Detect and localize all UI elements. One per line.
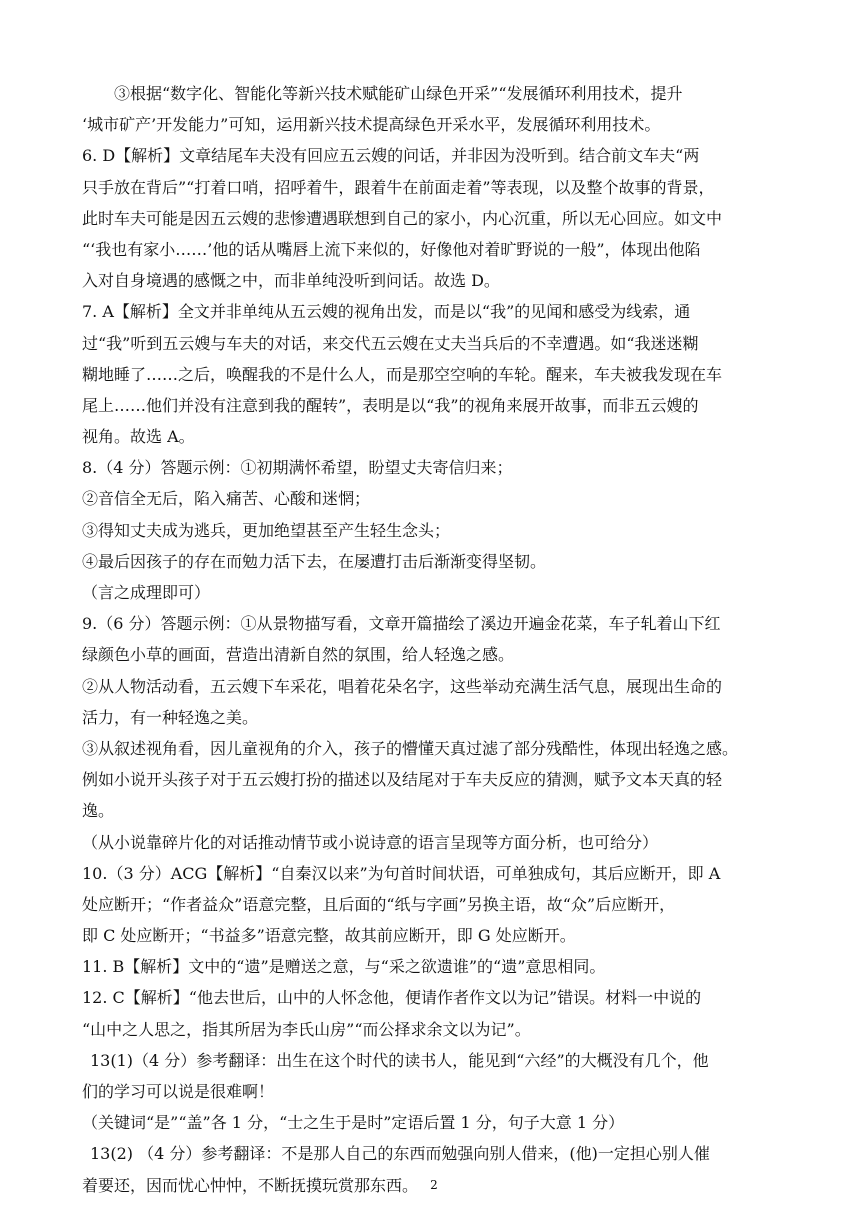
answer-line: 尾上……他们并没有注意到我的醒转”，表明是以“我”的视角来展开故事，而非五云嫂的: [82, 395, 699, 415]
answer-line: 们的学习可以说是很难啊！: [82, 1082, 275, 1101]
answer-line: “‘我也有家小……’他的话从嘴唇上流下来似的，好像他对着旷野说的一般”，体现出他陷: [82, 239, 701, 259]
answer-line: 绿颜色小草的画面，营造出清新自然的氛围，给人轻逸之感。: [82, 645, 515, 665]
answer-line: ②从人物活动看，五云嫂下车采花，唱着花朵名字，这些举动充满生活气息，展现出生命的: [82, 676, 723, 696]
answer-line: ②音信全无后，陷入痛苦、心酸和迷惘；: [82, 489, 371, 509]
answer-line: （从小说靠碎片化的对话推动情节或小说诗意的语言呈现等方面分析，也可给分）: [82, 832, 659, 852]
answer-line: ③得知丈夫成为逃兵，更加绝望甚至产生轻生念头；: [82, 520, 451, 540]
answer-line: 糊地睡了……之后，唤醒我的不是什么人，而是那空空响的车轮。醒来，车夫被我发现在车: [82, 364, 723, 384]
answer-line: （关键词“是”“盖”各 1 分，“士之生于是时”定语后置 1 分，句子大意 1 分）: [82, 1113, 625, 1133]
answer-line: 处应断开；“作者益众”语意完整，且后面的“纸与字画”另换主语，故“众”后应断开，: [82, 894, 676, 914]
answer-line: 即 C 处应断开；“书益多”语意完整，故其前应断开，即 G 处应断开。: [82, 926, 576, 946]
answer-line: 着要还，因而忧心忡忡，不断抚摸玩赏那东西。: [82, 1175, 419, 1195]
answer-line: 逸。: [82, 801, 115, 821]
answer-line: ④最后因孩子的存在而勉力活下去，在屡遭打击后渐渐变得坚韧。: [82, 551, 547, 571]
answer-line: 入对自身境遇的感慨之中，而非单纯没听到问话。故选 D。: [82, 271, 500, 291]
answer-line: ‘城市矿产’开发能力”可知，运用新兴技术提高绿色开采水平，发展循环利用技术。: [82, 115, 661, 135]
answer-key-page: [82, 78, 802, 1201]
answer-line: 11. B【解析】文中的“遗”是赠送之意，与“采之欲遗谁”的“遗”意思相同。: [82, 957, 606, 977]
answer-line: 7. A【解析】全文并非单纯从五云嫂的视角出发，而是以“我”的见闻和感受为线索，通: [82, 302, 691, 322]
answer-line: 活力，有一种轻逸之美。: [82, 707, 259, 727]
answer-line: 10.（3 分）ACG【解析】“自秦汉以来”为句首时间状语，可单独成句，其后应断开，即 A: [82, 863, 721, 883]
answer-line: 此时车夫可能是因五云嫂的悲惨遭遇联想到自己的家小，内心沉重，所以无心回应。如文中: [82, 208, 723, 228]
answer-line: 12. C【解析】“他去世后，山中的人怀念他，便请作者作文以为记”错误。材料一中说的: [82, 988, 702, 1008]
answer-line: 6. D【解析】文章结尾车夫没有回应五云嫂的问话，并非因为没听到。结合前文车夫“两: [82, 146, 700, 166]
answer-line: 例如小说开头孩子对于五云嫂打扮的描述以及结尾对于车夫反应的猜测，赋予文本天真的轻: [82, 770, 723, 790]
answer-line: 只手放在背后”“打着口哨，招呼着牛，跟着牛在前面走着”等表现，以及整个故事的背景，: [82, 177, 715, 197]
answer-line: 9.（6 分）答题示例：①从景物描写看，文章开篇描绘了溪边开遍金花菜，车子轧着山下红: [82, 614, 721, 634]
answer-line: 13(1)（4 分）参考翻译：出生在这个时代的读书人，能见到“六经”的大概没有几个，他: [90, 1050, 709, 1070]
answer-line: ③从叙述视角看，因儿童视角的介入，孩子的懵懂天真过滤了部分残酷性，体现出轻逸之感。: [82, 738, 739, 758]
answer-line: “山中之人思之，指其所居为李氏山房”“而公择求余文以为记”。: [82, 1019, 531, 1039]
answer-line: 13(2) （4 分）参考翻译：不是那人自己的东西而勉强向别人借来，(他)一定担心别人催: [90, 1144, 710, 1164]
answer-line: 视角。故选 A。: [82, 427, 195, 447]
answer-line: 过“我”听到五云嫂与车夫的对话，来交代五云嫂在丈夫当兵后的不幸遭遇。如“我迷迷糊: [82, 333, 699, 353]
answer-line: ③根据“数字化、智能化等新兴技术赋能矿山绿色开采”“发展循环利用技术，提升: [114, 84, 683, 103]
page-number: 2: [430, 1178, 438, 1192]
answer-line: （言之成理即可）: [82, 583, 211, 602]
answer-line: 8.（4 分）答题示例：①初期满怀希望，盼望丈夫寄信归来；: [82, 458, 513, 478]
